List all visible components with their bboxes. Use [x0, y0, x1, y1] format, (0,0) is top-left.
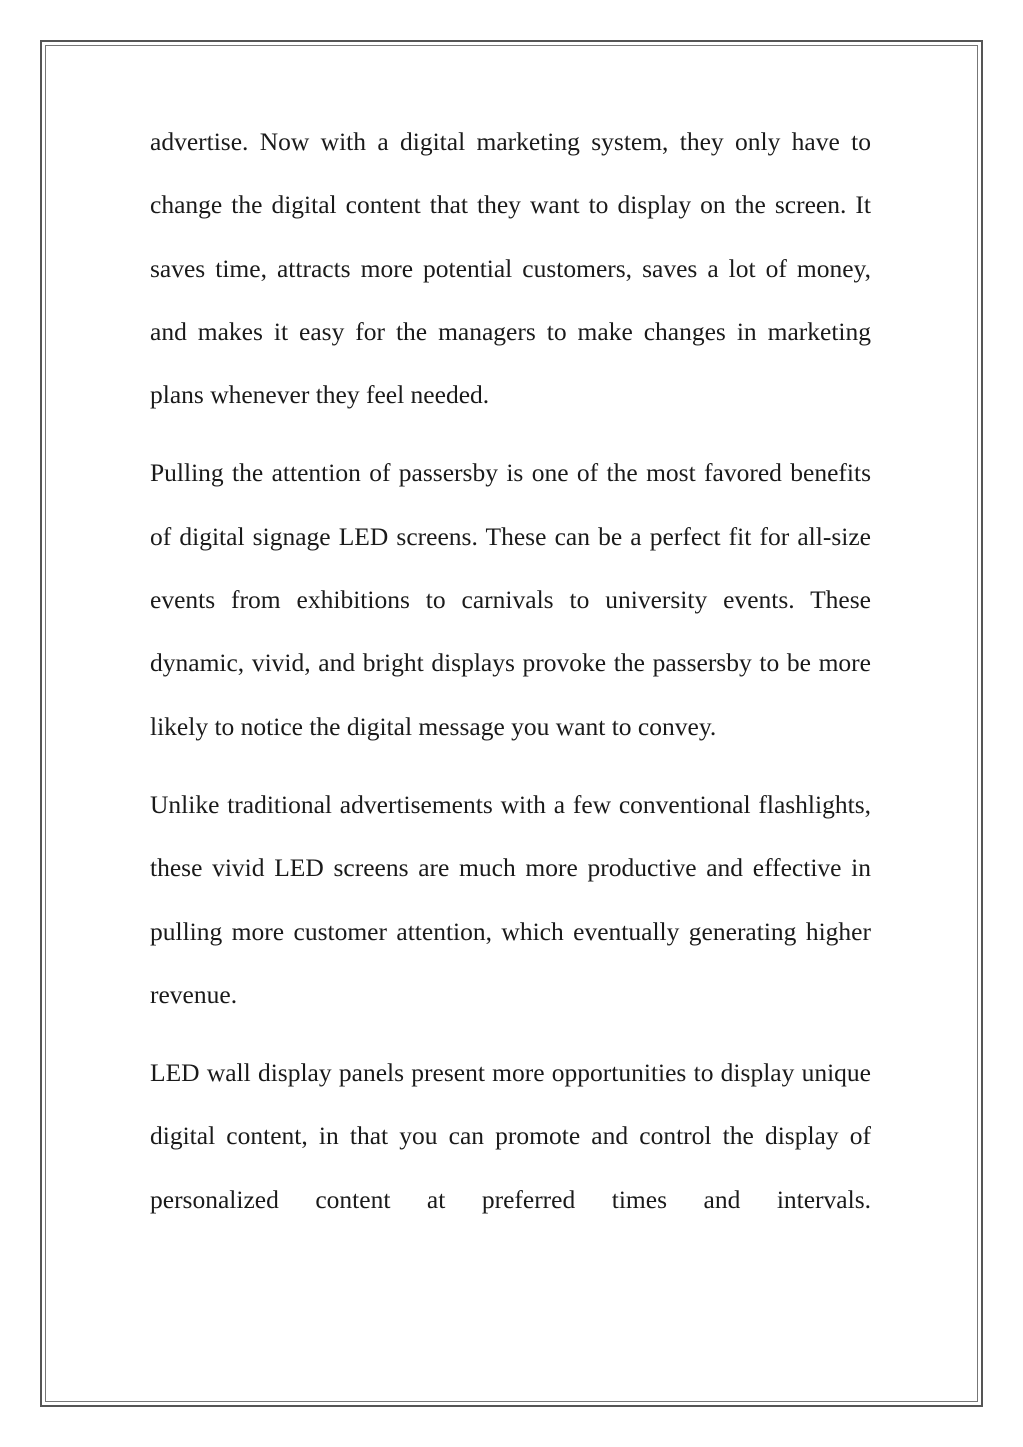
paragraph-2: Pulling the attention of passersby is one of the most favored benefits of digital signage LED screens. These can be a perfect fit for all-size events from exhibitions to carnivals to university events. These dynamic, vivid, and bright displays provoke the passersby to be more likely to notice the digital message you want to convey. [150, 458, 871, 741]
document-body [150, 110, 871, 1231]
paragraph-4: LED wall display panels present more opportunities to display unique digital content, in that you can promote and control the display of personalized content at preferred times and intervals. [150, 1058, 871, 1214]
paragraph-1: advertise. Now with a digital marketing system, they only have to change the digital content that they want to display on the screen. It saves time, attracts more potential customers, saves a lot of money, and makes it easy for the managers to make changes in marketing plans whenever they feel needed. [150, 127, 871, 410]
paragraph-3: Unlike traditional advertisements with a few conventional flashlights, these vivid LED screens are much more productive and effective in pulling more customer attention, which eventually generating higher revenue. [150, 789, 871, 1009]
